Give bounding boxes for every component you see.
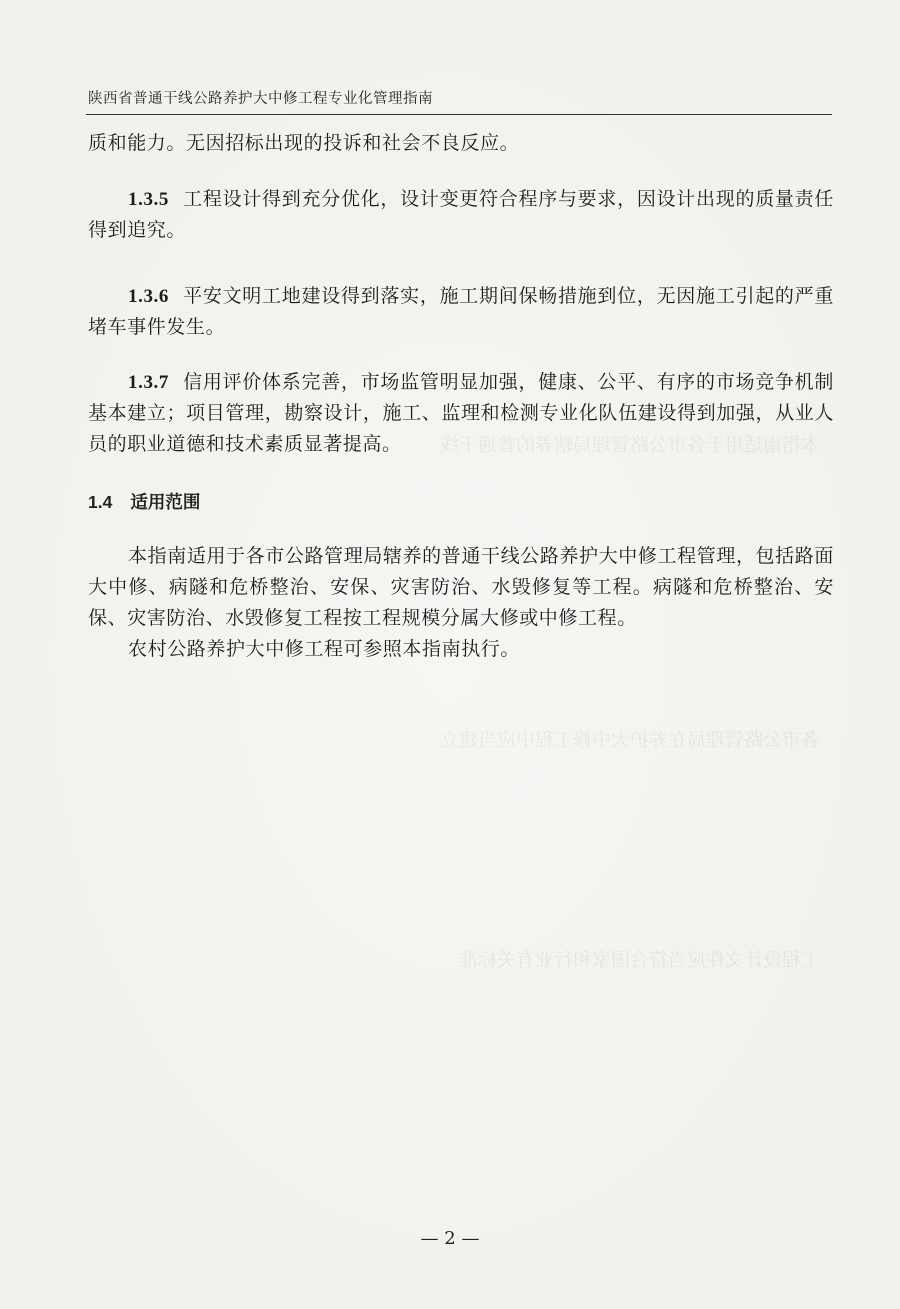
bleed-through-text: 本指南适用于各市公路管理局辖养的普通干线 [439, 434, 820, 456]
scope-rural-paragraph: 农村公路养护大中修工程可参照本指南执行。 [128, 638, 521, 660]
continuation-paragraph: 质和能力。无因招标出现的投诉和社会不良反应。 [88, 132, 520, 154]
section-number: 1.4 [88, 492, 113, 512]
clause-number: 1.3.6 [128, 286, 169, 307]
scope-paragraph: 本指南适用于各市公路管理局辖养的普通干线公路养护大中修工程管理，包括路面大中修、病隧和危桥整治、安保、灾害防治、水毁修复等工程。病隧和危桥整治、安保、灾害防治、水毁修复工程按工程规模分属大修或中修工程。 [88, 545, 834, 629]
clause-text: 工程设计得到充分优化，设计变更符合程序与要求，因设计出现的质量责任得到追究。 [88, 188, 834, 241]
clause-1-3-5 [88, 184, 834, 246]
section-title-text: 适用范围 [130, 493, 201, 513]
clause-number: 1.3.7 [128, 372, 169, 393]
bleed-through-text: 工程设计文件应当符合国家和行业有关标准 [458, 949, 820, 971]
clause-text: 信用评价体系完善，市场监管明显加强，健康、公平、有序的市场竞争机制基本建立；项目管理，勘察设计，施工、监理和检测专业化队伍建设得到加强，从业人员的职业道德和技术素质显著提高。 [88, 371, 834, 455]
header-divider [86, 114, 832, 115]
section-heading [88, 489, 200, 514]
clause-number: 1.3.5 [128, 189, 169, 210]
running-header: 陕西省普通干线公路养护大中修工程专业化管理指南 [88, 91, 433, 107]
clause-1-3-6 [88, 281, 834, 343]
page-number: — 2 — [420, 1228, 480, 1249]
clause-1-3-7 [88, 367, 834, 460]
clause-text: 平安文明工地建设得到落实，施工期间保畅措施到位，无因施工引起的严重堵车事件发生。 [88, 285, 834, 338]
bleed-through-text: 各市公路管理局在养护大中修工程中应当建立 [439, 729, 820, 751]
